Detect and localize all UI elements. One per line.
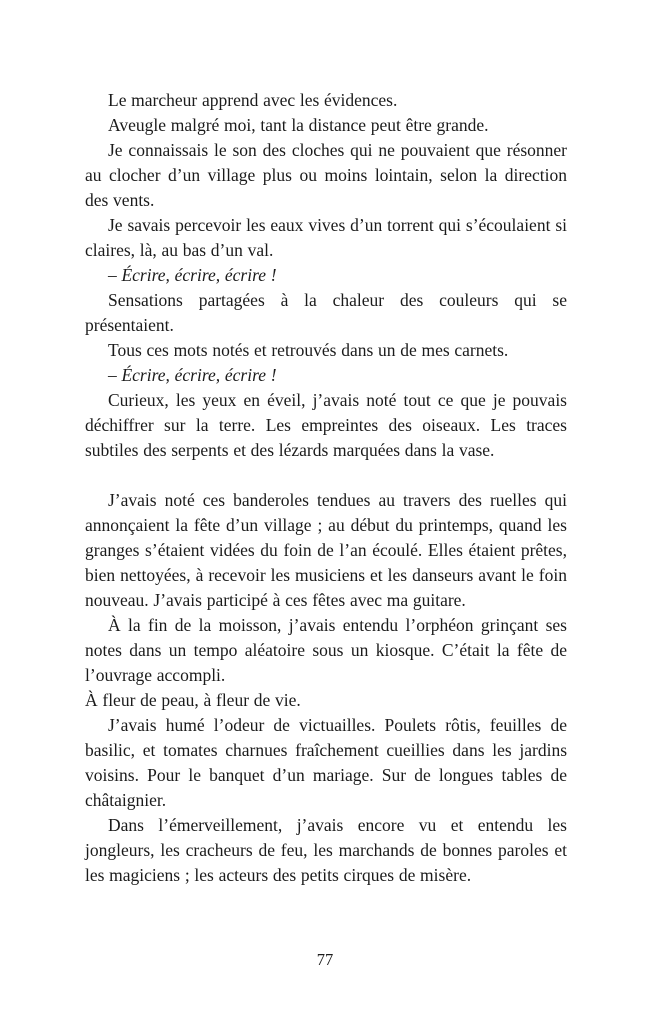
paragraph: Tous ces mots notés et retrouvés dans un de mes carnets.: [108, 340, 509, 360]
paragraph: Je connaissais le son des cloches qui ne pouvaient que résonner au clocher d’un village plus ou moins lointain, selon la direction des vents.: [85, 140, 567, 210]
paragraph-dialogue: – Écrire, écrire, écrire !: [108, 265, 277, 285]
paragraph: J’avais humé l’odeur de victuailles. Poulets rôtis, feuilles de basilic, et tomates charnues fraîchement cueillies dans les jardins voisins. Pour le banquet d’un mariage. Sur de longues tables de châtaignier.: [85, 715, 567, 810]
paragraph: À fleur de peau, à fleur de vie.: [85, 690, 301, 710]
paragraph: Je savais percevoir les eaux vives d’un torrent qui s’écoulaient si claires, là, au bas d’un val.: [85, 215, 567, 260]
paragraph: À la fin de la moisson, j’avais entendu l’orphéon grinçant ses notes dans un tempo aléatoire sous un kiosque. C’était la fête de l’ouvrage accompli.: [85, 615, 567, 685]
paragraph: Curieux, les yeux en éveil, j’avais noté tout ce que je pouvais déchiffrer sur la terre. Les empreintes des oiseaux. Les traces subtiles des serpents et des lézards marquées dans la vase.: [85, 390, 567, 460]
paragraph: Sensations partagées à la chaleur des couleurs qui se présentaient.: [85, 290, 567, 335]
paragraph-dialogue: – Écrire, écrire, écrire !: [108, 365, 277, 385]
paragraph: Aveugle malgré moi, tant la distance peut être grande.: [108, 115, 489, 135]
paragraph: Dans l’émerveillement, j’avais encore vu et entendu les jongleurs, les cracheurs de feu, les marchands de bonnes paroles et les magiciens ; les acteurs des petits cirques de misère.: [85, 815, 567, 885]
text-block: [85, 88, 567, 888]
paragraph: Le marcheur apprend avec les évidences.: [108, 90, 398, 110]
paragraph: J’avais noté ces banderoles tendues au travers des ruelles qui annonçaient la fête d’un village ; au début du printemps, quand les granges s’étaient vidées du foin de l’an écoulé. Elles étaient prêtes, bien nettoyées, à recevoir les musiciens et les danseurs avant le foin nouveau. J’avais participé à ces fêtes avec ma guitare.: [85, 490, 567, 610]
page-number: 77: [316, 950, 334, 969]
